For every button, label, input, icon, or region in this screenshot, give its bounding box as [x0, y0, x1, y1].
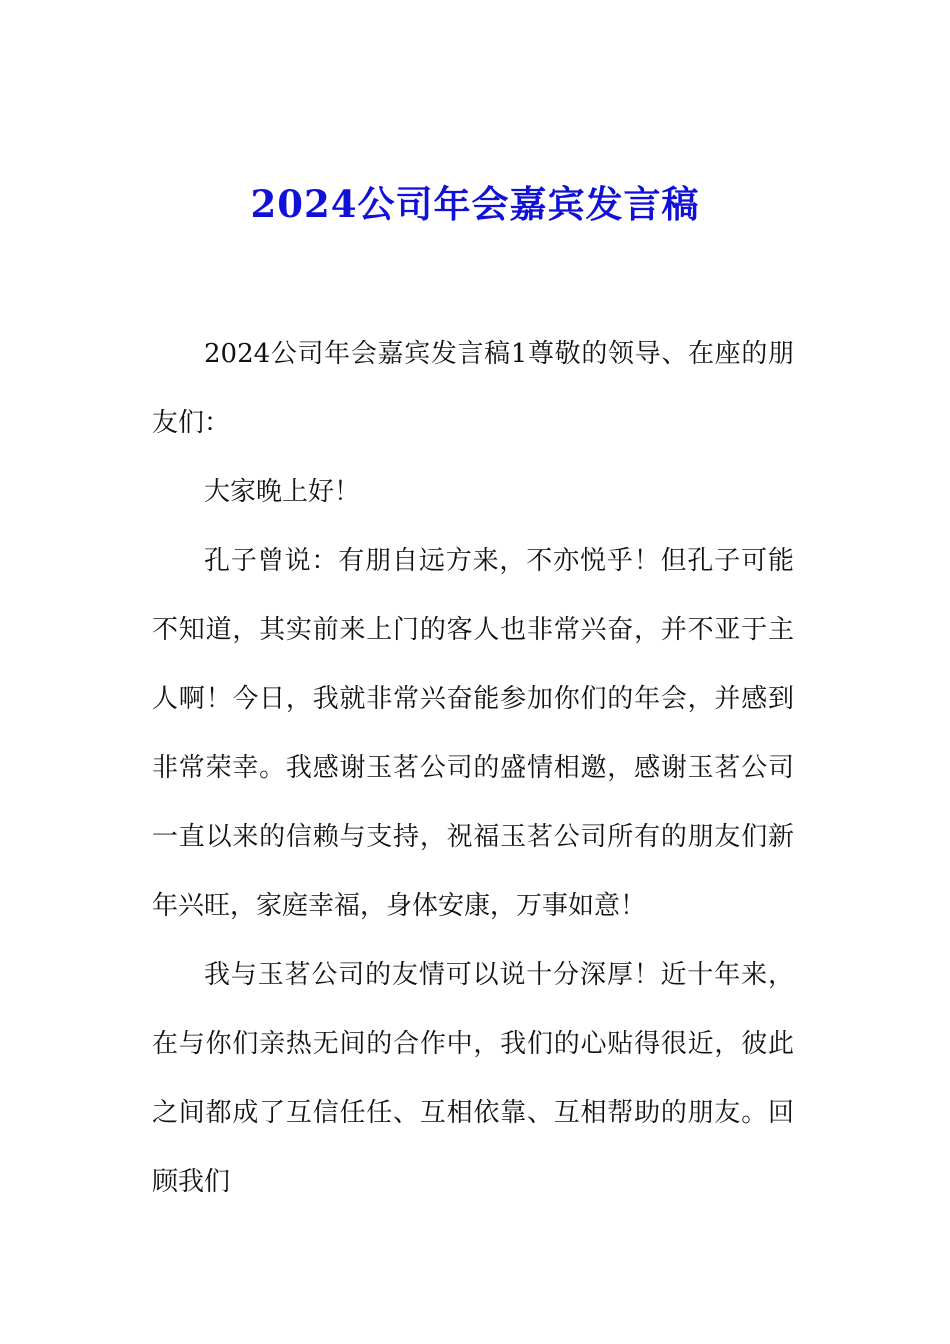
document-body — [152, 320, 794, 1217]
paragraph-confucius: 孔子曾说：有朋自远方来，不亦悦乎！但孔子可能不知道，其实前来上门的客人也非常兴奋，并不亚于主人啊！今日，我就非常兴奋能参加你们的年会，并感到非常荣幸。我感谢玉茗公司的盛情相邀，感谢玉茗公司一直以来的信赖与支持，祝福玉茗公司所有的朋友们新年兴旺，家庭幸福，身体安康，万事如意！ — [152, 546, 794, 921]
document-title: 2024公司年会嘉宾发言稿 — [250, 182, 700, 226]
paragraph-good-evening: 大家晚上好！ — [204, 477, 361, 507]
paragraph-friendship: 我与玉茗公司的友情可以说十分深厚！近十年来，在与你们亲热无间的合作中，我们的心贴得很近，彼此之间都成了互信任任、互相依靠、互相帮助的朋友。回顾我们 — [152, 960, 794, 1197]
paragraph-greeting-header: 2024公司年会嘉宾发言稿1尊敬的领导、在座的朋友们： — [152, 339, 794, 438]
